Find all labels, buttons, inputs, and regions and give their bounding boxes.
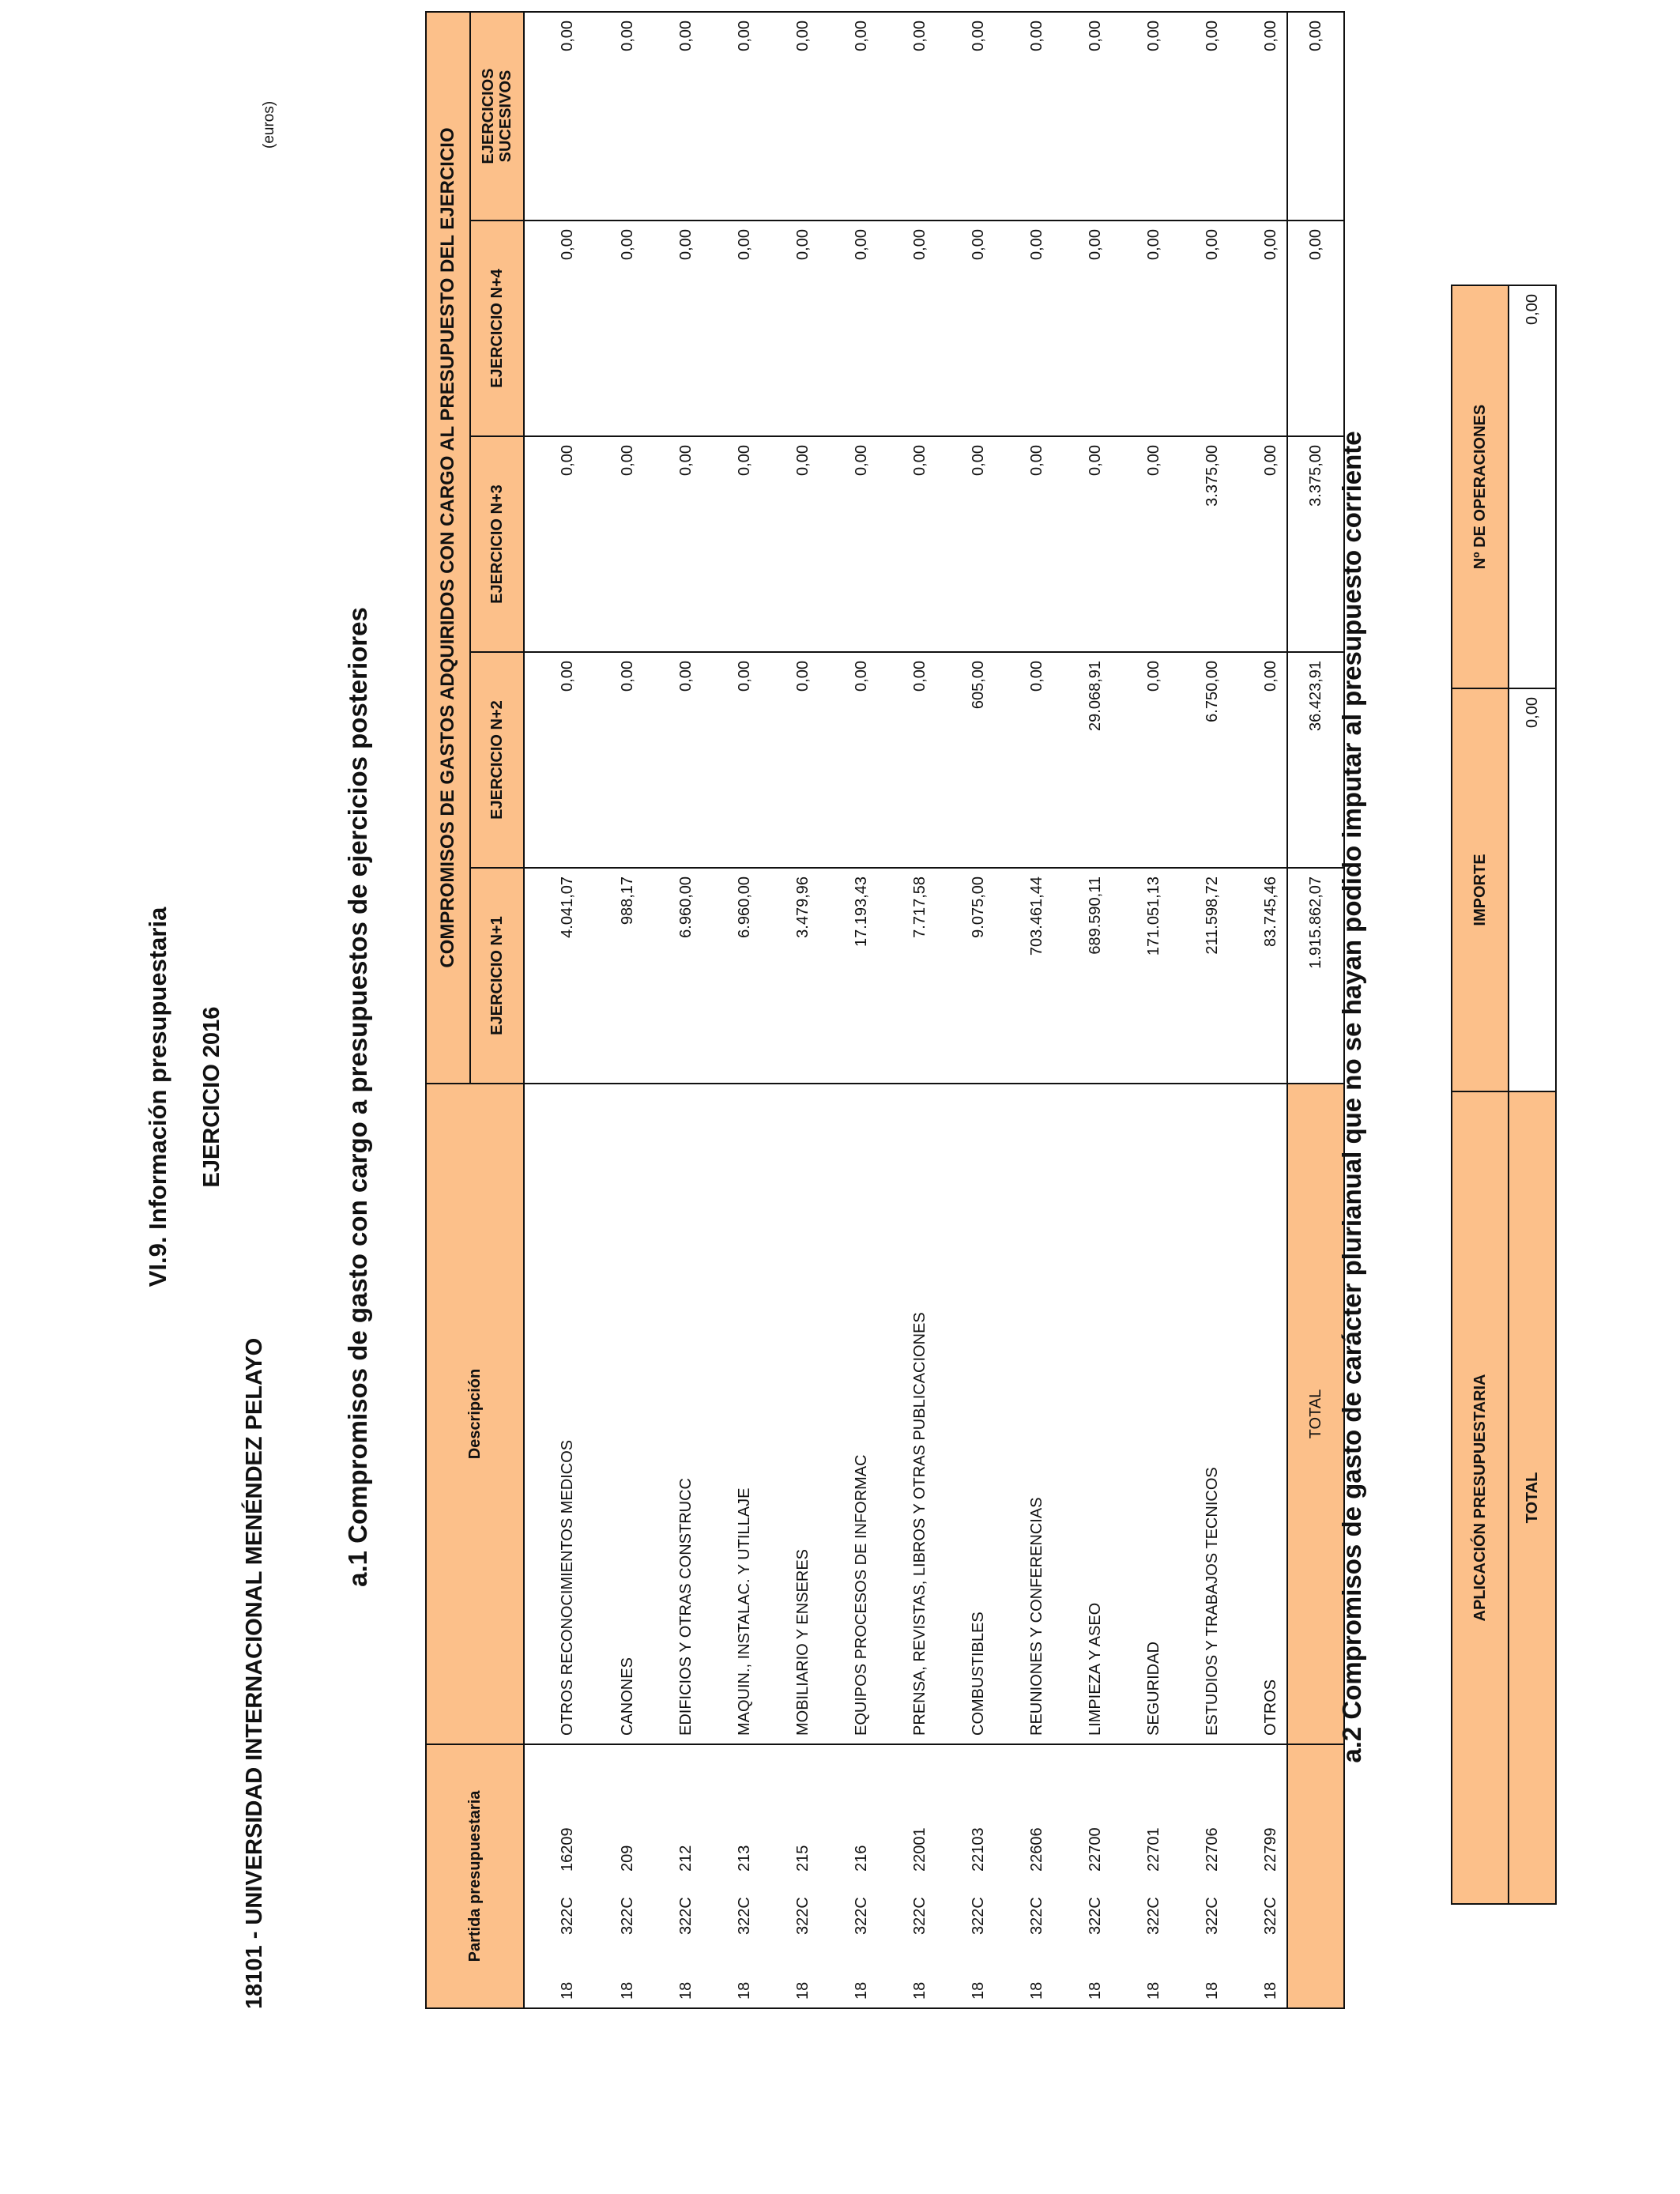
n3-cell: 0,00 bbox=[643, 436, 702, 652]
partida-cell bbox=[1053, 1744, 1111, 2008]
n4-cell: 0,00 bbox=[1170, 221, 1228, 436]
n1-cell: 4.041,07 bbox=[524, 868, 585, 1084]
partida-prog: 322C bbox=[1203, 1897, 1221, 1935]
partida-concepto: 215 bbox=[794, 1845, 812, 1872]
descripcion-cell: MOBILIARIO Y ENSERES bbox=[760, 1084, 819, 1744]
n2-cell: 0,00 bbox=[524, 652, 585, 868]
n2-cell: 0,00 bbox=[1111, 652, 1170, 868]
total-label: TOTAL bbox=[1287, 1084, 1344, 1744]
a2-total-operaciones: 0,00 bbox=[1509, 285, 1556, 688]
partida-concepto: 22706 bbox=[1203, 1827, 1221, 1872]
partida-prog: 322C bbox=[736, 1897, 753, 1935]
col-n3: EJERCICIO N+3 bbox=[470, 436, 524, 652]
n1-cell: 6.960,00 bbox=[643, 868, 702, 1084]
n3-cell: 0,00 bbox=[1111, 436, 1170, 652]
sucesivos-cell: 0,00 bbox=[643, 12, 702, 221]
n3-cell: 0,00 bbox=[877, 436, 936, 652]
partida-cell bbox=[1170, 1744, 1228, 2008]
descripcion-cell: OTROS RECONOCIMIENTOS MEDICOS bbox=[524, 1084, 585, 1744]
descripcion-cell: MAQUIN., INSTALAC. Y UTILLAJE bbox=[702, 1084, 760, 1744]
n2-cell: 0,00 bbox=[702, 652, 760, 868]
partida-concepto: 22001 bbox=[911, 1827, 929, 1872]
n4-cell: 0,00 bbox=[702, 221, 760, 436]
col-n4: EJERCICIO N+4 bbox=[470, 221, 524, 436]
partida-org: 18 bbox=[911, 1981, 929, 2000]
descripcion-cell: LIMPIEZA Y ASEO bbox=[1053, 1084, 1111, 1744]
n3-cell: 0,00 bbox=[994, 436, 1053, 652]
total-n1: 1.915.862,07 bbox=[1287, 868, 1344, 1084]
table-row bbox=[643, 12, 702, 2008]
table-row bbox=[1170, 12, 1228, 2008]
n3-cell: 0,00 bbox=[702, 436, 760, 652]
total-row bbox=[1287, 12, 1344, 2008]
n2-cell: 0,00 bbox=[877, 652, 936, 868]
partida-concepto: 16209 bbox=[559, 1827, 576, 1872]
sucesivos-cell: 0,00 bbox=[1170, 12, 1228, 221]
col-sucesivos: EJERCICIOS SUCESIVOS bbox=[470, 12, 524, 221]
table-row bbox=[524, 12, 585, 2008]
n3-cell: 0,00 bbox=[936, 436, 994, 652]
a2-total-row bbox=[1509, 285, 1556, 1904]
partida-prog: 322C bbox=[619, 1897, 636, 1935]
partida-concepto: 209 bbox=[619, 1845, 636, 1872]
table-row bbox=[702, 12, 760, 2008]
col-descripcion: Descripción bbox=[426, 1084, 524, 1744]
descripcion-cell: SEGURIDAD bbox=[1111, 1084, 1170, 1744]
partida-prog: 322C bbox=[1262, 1897, 1279, 1935]
n2-cell: 605,00 bbox=[936, 652, 994, 868]
n4-cell: 0,00 bbox=[1228, 221, 1287, 436]
total-lead-cell bbox=[1287, 1744, 1344, 2008]
sucesivos-cell: 0,00 bbox=[936, 12, 994, 221]
sucesivos-cell: 0,00 bbox=[1111, 12, 1170, 221]
partida-org: 18 bbox=[736, 1981, 753, 2000]
partida-org: 18 bbox=[1262, 1981, 1279, 2000]
n2-cell: 0,00 bbox=[643, 652, 702, 868]
sucesivos-cell: 0,00 bbox=[819, 12, 877, 221]
table-row bbox=[819, 12, 877, 2008]
sucesivos-cell: 0,00 bbox=[994, 12, 1053, 221]
descripcion-cell: EQUIPOS PROCESOS DE INFORMAC bbox=[819, 1084, 877, 1744]
partida-cell bbox=[702, 1744, 760, 2008]
table-row bbox=[1053, 12, 1111, 2008]
partida-prog: 322C bbox=[677, 1897, 695, 1935]
partida-concepto: 22700 bbox=[1087, 1827, 1104, 1872]
col-n2: EJERCICIO N+2 bbox=[470, 652, 524, 868]
partida-org: 18 bbox=[1087, 1981, 1104, 2000]
partida-cell bbox=[994, 1744, 1053, 2008]
partida-prog: 322C bbox=[1145, 1897, 1162, 1935]
n2-cell: 0,00 bbox=[585, 652, 643, 868]
n2-cell: 0,00 bbox=[819, 652, 877, 868]
total-sucesivos: 0,00 bbox=[1287, 12, 1344, 221]
sucesivos-cell: 0,00 bbox=[877, 12, 936, 221]
table-row bbox=[760, 12, 819, 2008]
partida-prog: 322C bbox=[853, 1897, 870, 1935]
commitments-table bbox=[425, 11, 1345, 2009]
partida-prog: 322C bbox=[559, 1897, 576, 1935]
descripcion-cell: ESTUDIOS Y TRABAJOS TECNICOS bbox=[1170, 1084, 1228, 1744]
n3-cell: 0,00 bbox=[1053, 436, 1111, 652]
col-importe: IMPORTE bbox=[1452, 688, 1509, 1091]
n3-cell: 0,00 bbox=[819, 436, 877, 652]
partida-org: 18 bbox=[677, 1981, 695, 2000]
sucesivos-cell: 0,00 bbox=[702, 12, 760, 221]
n4-cell: 0,00 bbox=[1111, 221, 1170, 436]
partida-cell bbox=[585, 1744, 643, 2008]
total-n3: 3.375,00 bbox=[1287, 436, 1344, 652]
partida-concepto: 213 bbox=[736, 1845, 753, 1872]
partida-org: 18 bbox=[853, 1981, 870, 2000]
section-a2-title: a.2 Compromisos de gasto de carácter plurianual que no se hayan podido imputar al presupuesto corriente bbox=[1337, 431, 1366, 1763]
descripcion-cell: CANONES bbox=[585, 1084, 643, 1744]
n1-cell: 17.193,43 bbox=[819, 868, 877, 1084]
n4-cell: 0,00 bbox=[819, 221, 877, 436]
sucesivos-cell: 0,00 bbox=[585, 12, 643, 221]
partida-cell bbox=[524, 1744, 585, 2008]
partida-cell bbox=[643, 1744, 702, 2008]
partida-concepto: 212 bbox=[677, 1845, 695, 1872]
descripcion-cell: OTROS bbox=[1228, 1084, 1287, 1744]
partida-cell bbox=[760, 1744, 819, 2008]
a2-total-label: TOTAL bbox=[1509, 1091, 1556, 1904]
col-aplicacion: APLICACIÓN PRESUPUESTARIA bbox=[1452, 1091, 1509, 1904]
total-n2: 36.423,91 bbox=[1287, 652, 1344, 868]
document-title: VI.9. Información presupuestaria bbox=[144, 907, 171, 1287]
n2-cell: 29.068,91 bbox=[1053, 652, 1111, 868]
table-row bbox=[1228, 12, 1287, 2008]
n3-cell: 0,00 bbox=[585, 436, 643, 652]
partida-org: 18 bbox=[619, 1981, 636, 2000]
n2-cell: 0,00 bbox=[1228, 652, 1287, 868]
n4-cell: 0,00 bbox=[585, 221, 643, 436]
partida-concepto: 22606 bbox=[1028, 1827, 1045, 1872]
plurianual-table bbox=[1451, 285, 1557, 1905]
n3-cell: 0,00 bbox=[1228, 436, 1287, 652]
col-n1: EJERCICIO N+1 bbox=[470, 868, 524, 1084]
n4-cell: 0,00 bbox=[1053, 221, 1111, 436]
n2-cell: 0,00 bbox=[994, 652, 1053, 868]
n1-cell: 7.717,58 bbox=[877, 868, 936, 1084]
sucesivos-cell: 0,00 bbox=[1053, 12, 1111, 221]
commitments-body bbox=[524, 12, 1287, 2008]
partida-prog: 322C bbox=[1087, 1897, 1104, 1935]
descripcion-cell: PRENSA, REVISTAS, LIBROS Y OTRAS PUBLICACIONES bbox=[877, 1084, 936, 1744]
n1-cell: 211.598,72 bbox=[1170, 868, 1228, 1084]
n3-cell: 0,00 bbox=[760, 436, 819, 652]
n1-cell: 6.960,00 bbox=[702, 868, 760, 1084]
partida-cell bbox=[877, 1744, 936, 2008]
entity-name: 18101 - UNIVERSIDAD INTERNACIONAL MENÉNDEZ PELAYO bbox=[242, 1337, 267, 2009]
col-partida: Partida presupuestaria bbox=[426, 1744, 524, 2008]
n2-cell: 6.750,00 bbox=[1170, 652, 1228, 868]
col-operaciones: Nº DE OPERACIONES bbox=[1452, 285, 1509, 688]
partida-cell bbox=[936, 1744, 994, 2008]
n2-cell: 0,00 bbox=[760, 652, 819, 868]
total-n4: 0,00 bbox=[1287, 221, 1344, 436]
partida-concepto: 22103 bbox=[970, 1827, 987, 1872]
n3-cell: 3.375,00 bbox=[1170, 436, 1228, 652]
partida-org: 18 bbox=[1145, 1981, 1162, 2000]
table-row bbox=[877, 12, 936, 2008]
table-row bbox=[936, 12, 994, 2008]
sucesivos-cell: 0,00 bbox=[524, 12, 585, 221]
partida-org: 18 bbox=[559, 1981, 576, 2000]
partida-cell bbox=[819, 1744, 877, 2008]
sucesivos-cell: 0,00 bbox=[760, 12, 819, 221]
section-a1-title: a.1 Compromisos de gasto con cargo a presupuestos de ejercicios posteriores bbox=[343, 607, 372, 1587]
col-group-compromisos: COMPROMISOS DE GASTOS ADQUIRIDOS CON CARGO AL PRESUPUESTO DEL EJERCICIO bbox=[426, 12, 470, 1084]
n1-cell: 689.590,11 bbox=[1053, 868, 1111, 1084]
descripcion-cell: REUNIONES Y CONFERENCIAS bbox=[994, 1084, 1053, 1744]
partida-prog: 322C bbox=[911, 1897, 929, 1935]
sucesivos-cell: 0,00 bbox=[1228, 12, 1287, 221]
partida-concepto: 216 bbox=[853, 1845, 870, 1872]
partida-org: 18 bbox=[1203, 1981, 1221, 2000]
n1-cell: 83.745,46 bbox=[1228, 868, 1287, 1084]
partida-concepto: 22701 bbox=[1145, 1827, 1162, 1872]
a2-total-importe: 0,00 bbox=[1509, 688, 1556, 1091]
n1-cell: 988,17 bbox=[585, 868, 643, 1084]
partida-org: 18 bbox=[794, 1981, 812, 2000]
partida-prog: 322C bbox=[794, 1897, 812, 1935]
partida-cell bbox=[1228, 1744, 1287, 2008]
descripcion-cell: EDIFICIOS Y OTRAS CONSTRUCC bbox=[643, 1084, 702, 1744]
partida-cell bbox=[1111, 1744, 1170, 2008]
n4-cell: 0,00 bbox=[760, 221, 819, 436]
n1-cell: 3.479,96 bbox=[760, 868, 819, 1084]
document-subtitle: EJERCICIO 2016 bbox=[199, 1006, 224, 1188]
n4-cell: 0,00 bbox=[643, 221, 702, 436]
partida-concepto: 22799 bbox=[1262, 1827, 1279, 1872]
n1-cell: 9.075,00 bbox=[936, 868, 994, 1084]
n1-cell: 703.461,44 bbox=[994, 868, 1053, 1084]
partida-org: 18 bbox=[970, 1981, 987, 2000]
units-label: (euros) bbox=[261, 100, 277, 149]
descripcion-cell: COMBUSTIBLES bbox=[936, 1084, 994, 1744]
n3-cell: 0,00 bbox=[524, 436, 585, 652]
n1-cell: 171.051,13 bbox=[1111, 868, 1170, 1084]
table-row bbox=[585, 12, 643, 2008]
table-row bbox=[994, 12, 1053, 2008]
n4-cell: 0,00 bbox=[936, 221, 994, 436]
n4-cell: 0,00 bbox=[877, 221, 936, 436]
n4-cell: 0,00 bbox=[994, 221, 1053, 436]
partida-org: 18 bbox=[1028, 1981, 1045, 2000]
partida-prog: 322C bbox=[970, 1897, 987, 1935]
n4-cell: 0,00 bbox=[524, 221, 585, 436]
table-row bbox=[1111, 12, 1170, 2008]
partida-prog: 322C bbox=[1028, 1897, 1045, 1935]
